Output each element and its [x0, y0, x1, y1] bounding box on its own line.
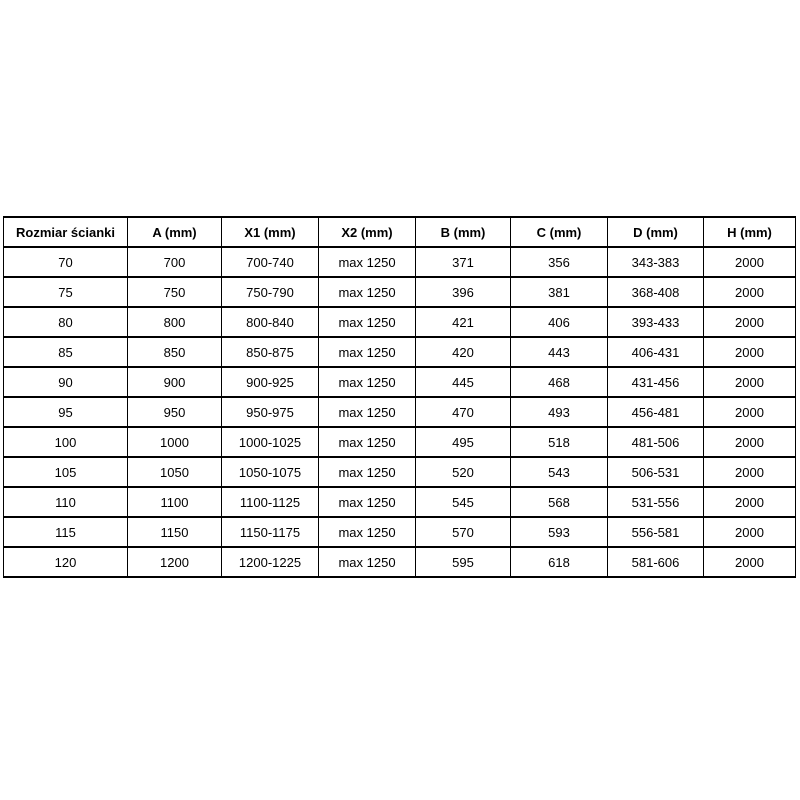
table-cell: 593 [511, 517, 608, 547]
table-row [4, 457, 796, 487]
table-cell: 556-581 [608, 517, 704, 547]
table-row [4, 547, 796, 577]
table-cell: 800 [128, 307, 222, 337]
table-cell: max 1250 [319, 397, 416, 427]
table-cell: 110 [4, 487, 128, 517]
table-row [4, 427, 796, 457]
table-cell: 1200 [128, 547, 222, 577]
table-cell: max 1250 [319, 247, 416, 277]
table-cell: 1100 [128, 487, 222, 517]
table-cell: 2000 [704, 547, 796, 577]
table-cell: 850-875 [222, 337, 319, 367]
table-cell: max 1250 [319, 307, 416, 337]
table-cell: 1050 [128, 457, 222, 487]
table-cell: max 1250 [319, 277, 416, 307]
table-cell: 1200-1225 [222, 547, 319, 577]
table-cell: 493 [511, 397, 608, 427]
table-row [4, 337, 796, 367]
table-cell: 2000 [704, 277, 796, 307]
column-header-x2-mm: X2 (mm) [319, 217, 416, 247]
table-cell: 2000 [704, 427, 796, 457]
table-row [4, 247, 796, 277]
table-cell: max 1250 [319, 367, 416, 397]
column-header-x1-mm: X1 (mm) [222, 217, 319, 247]
table-cell: 950 [128, 397, 222, 427]
table-cell: 2000 [704, 367, 796, 397]
table-cell: 356 [511, 247, 608, 277]
table-cell: 2000 [704, 307, 796, 337]
table-cell: 115 [4, 517, 128, 547]
table-cell: 900-925 [222, 367, 319, 397]
table-cell: 950-975 [222, 397, 319, 427]
table-cell: 105 [4, 457, 128, 487]
table-cell: 543 [511, 457, 608, 487]
table-cell: 850 [128, 337, 222, 367]
table-cell: 570 [416, 517, 511, 547]
table-row [4, 517, 796, 547]
table-row [4, 307, 796, 337]
table-cell: 2000 [704, 457, 796, 487]
table-cell: 1100-1125 [222, 487, 319, 517]
table-cell: 381 [511, 277, 608, 307]
table-header [4, 217, 796, 247]
table-cell: 2000 [704, 397, 796, 427]
table-cell: 80 [4, 307, 128, 337]
table-cell: 595 [416, 547, 511, 577]
table-row [4, 277, 796, 307]
table-cell: 75 [4, 277, 128, 307]
table-cell: max 1250 [319, 547, 416, 577]
table-cell: 800-840 [222, 307, 319, 337]
table-cell: 1000-1025 [222, 427, 319, 457]
table-cell: 468 [511, 367, 608, 397]
table-cell: 445 [416, 367, 511, 397]
table-cell: max 1250 [319, 427, 416, 457]
column-header-c-mm: C (mm) [511, 217, 608, 247]
table-cell: 506-531 [608, 457, 704, 487]
table-cell: 120 [4, 547, 128, 577]
table-cell: 431-456 [608, 367, 704, 397]
table-cell: 421 [416, 307, 511, 337]
table-cell: 1150-1175 [222, 517, 319, 547]
table-cell: 481-506 [608, 427, 704, 457]
table-cell: 568 [511, 487, 608, 517]
table-cell: 1000 [128, 427, 222, 457]
table-cell: max 1250 [319, 457, 416, 487]
column-header-h-mm: H (mm) [704, 217, 796, 247]
table-cell: 368-408 [608, 277, 704, 307]
column-header-d-mm: D (mm) [608, 217, 704, 247]
table-cell: 456-481 [608, 397, 704, 427]
table-cell: 85 [4, 337, 128, 367]
column-header-a-mm: A (mm) [128, 217, 222, 247]
table-cell: 2000 [704, 487, 796, 517]
table-cell: 393-433 [608, 307, 704, 337]
table-cell: 371 [416, 247, 511, 277]
table-cell: 100 [4, 427, 128, 457]
dimension-table [3, 216, 796, 578]
table-row [4, 397, 796, 427]
table-cell: 750-790 [222, 277, 319, 307]
table-cell: 90 [4, 367, 128, 397]
column-header-rozmiar-scianki: Rozmiar ścianki [4, 217, 128, 247]
table-cell: 406-431 [608, 337, 704, 367]
table-cell: 2000 [704, 337, 796, 367]
table-cell: 531-556 [608, 487, 704, 517]
table-cell: 520 [416, 457, 511, 487]
header-row [4, 217, 796, 247]
table-cell: 750 [128, 277, 222, 307]
dimension-table-container [3, 216, 795, 578]
table-cell: 581-606 [608, 547, 704, 577]
table-cell: 420 [416, 337, 511, 367]
table-cell: 443 [511, 337, 608, 367]
table-body [4, 247, 796, 577]
table-cell: 1150 [128, 517, 222, 547]
table-cell: 470 [416, 397, 511, 427]
table-cell: 95 [4, 397, 128, 427]
table-cell: 518 [511, 427, 608, 457]
table-cell: 495 [416, 427, 511, 457]
table-cell: max 1250 [319, 337, 416, 367]
table-cell: max 1250 [319, 517, 416, 547]
table-cell: 406 [511, 307, 608, 337]
table-row [4, 487, 796, 517]
table-cell: 2000 [704, 247, 796, 277]
table-cell: max 1250 [319, 487, 416, 517]
table-cell: 396 [416, 277, 511, 307]
table-cell: 2000 [704, 517, 796, 547]
table-cell: 700 [128, 247, 222, 277]
column-header-b-mm: B (mm) [416, 217, 511, 247]
table-cell: 343-383 [608, 247, 704, 277]
table-row [4, 367, 796, 397]
table-cell: 700-740 [222, 247, 319, 277]
table-cell: 1050-1075 [222, 457, 319, 487]
table-cell: 900 [128, 367, 222, 397]
table-cell: 618 [511, 547, 608, 577]
table-cell: 545 [416, 487, 511, 517]
table-cell: 70 [4, 247, 128, 277]
